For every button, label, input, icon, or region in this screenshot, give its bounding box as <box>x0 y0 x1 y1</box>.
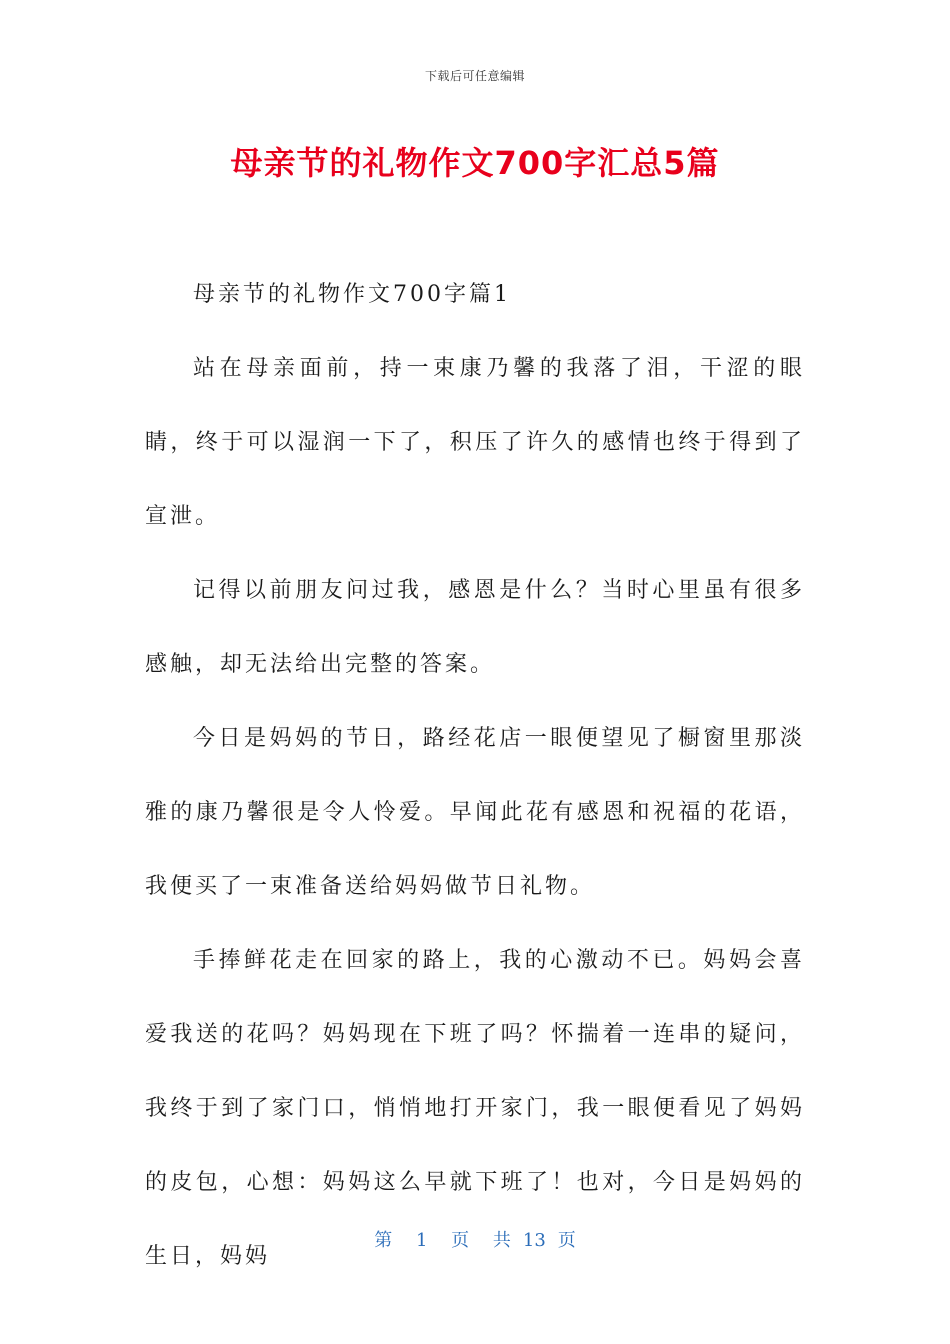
footer-gong: 共 <box>492 1230 511 1251</box>
document-body <box>145 258 805 1294</box>
paragraph: 站在母亲面前，持一束康乃馨的我落了泪，干涩的眼睛，终于可以湿润一下了，积压了许久的感情也终于得到了宣泄。 <box>145 356 805 529</box>
page-title: 母亲节的礼物作文700字汇总5篇 <box>230 144 720 182</box>
paragraph-subtitle: 母亲节的礼物作文700字篇1 <box>193 282 511 307</box>
total-page-number: 13 <box>522 1230 546 1251</box>
footer-ye2: 页 <box>557 1230 576 1251</box>
paragraph: 今日是妈妈的节日，路经花店一眼便望见了橱窗里那淡雅的康乃馨很是令人怜爱。早闻此花有感恩和祝福的花语，我便买了一束准备送给妈妈做节日礼物。 <box>145 726 805 899</box>
paragraph: 记得以前朋友问过我，感恩是什么？当时心里虽有很多感触，却无法给出完整的答案。 <box>145 578 805 677</box>
header-note: 下载后可任意编辑 <box>424 69 525 83</box>
current-page-number: 1 <box>415 1230 428 1251</box>
footer-ye: 页 <box>451 1230 470 1251</box>
paragraph: 手捧鲜花走在回家的路上，我的心激动不已。妈妈会喜爱我送的花吗？妈妈现在下班了吗？怀揣着一连串的疑问，我终于到了家门口，悄悄地打开家门，我一眼便看见了妈妈的皮包，心想：妈妈这么早就下班了！也对，今日是妈妈的生日，妈妈 <box>145 948 805 1269</box>
page-footer <box>0 1226 950 1252</box>
footer-di: 第 <box>374 1230 393 1251</box>
